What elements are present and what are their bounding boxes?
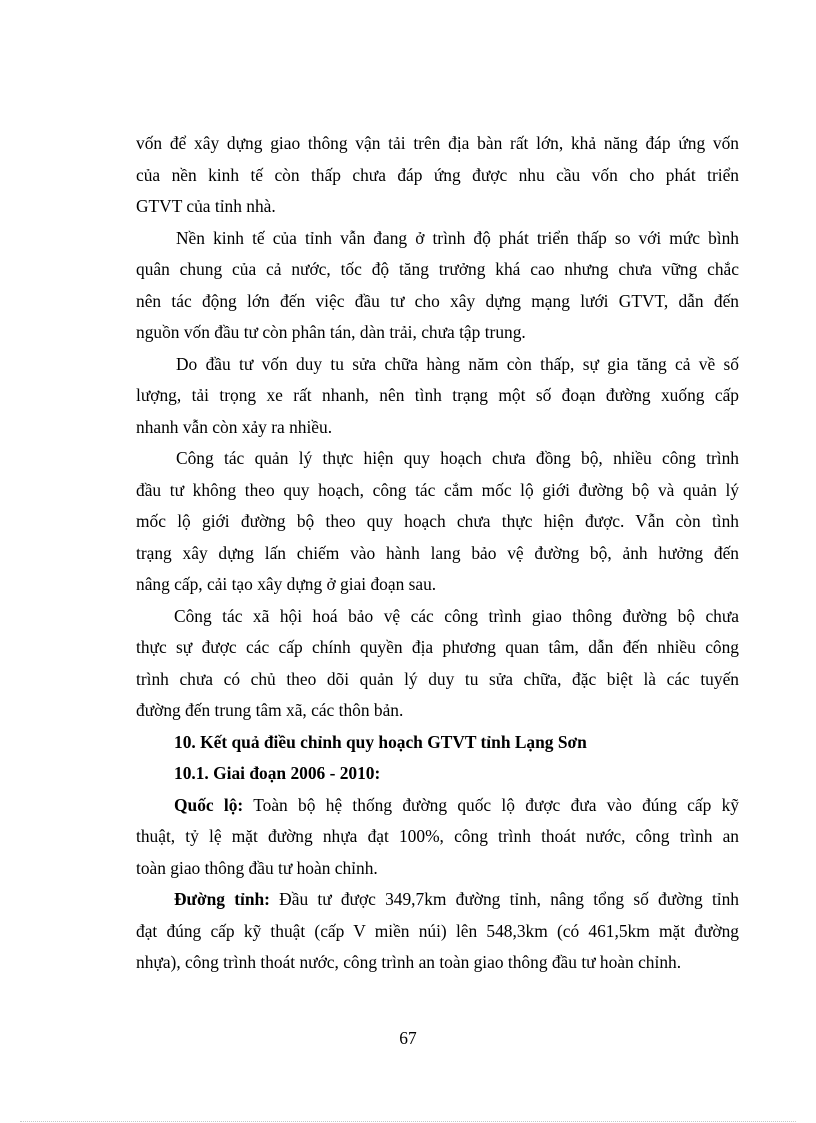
text-line: đạt đúng cấp kỹ thuật (cấp V miền núi) lên 548,3km (có 461,5km mặt đường	[136, 920, 739, 941]
text-line: của nền kinh tế còn thấp chưa đáp ứng được nhu cầu vốn cho phát triển	[136, 164, 739, 185]
paragraph-4	[136, 443, 739, 601]
paragraph-2	[136, 223, 739, 349]
text-line: vốn để xây dựng giao thông vận tải trên địa bàn rất lớn, khả năng đáp ứng vốn	[136, 133, 739, 153]
text-line: nâng cấp, cải tạo xây dựng ở giai đoạn sau.	[136, 574, 437, 594]
page-bottom-divider	[20, 1121, 796, 1122]
duong-tinh-label: Đường tỉnh:	[174, 889, 270, 909]
text-line: Do đầu tư vốn duy tu sửa chữa hàng năm còn thấp, sự gia tăng cả về số	[176, 353, 739, 374]
text-line: thuật, tỷ lệ mặt đường nhựa đạt 100%, công trình thoát nước, công trình an	[136, 826, 739, 846]
text-line: trạng xây dựng lấn chiếm vào hành lang bảo vệ đường bộ, ảnh hưởng đến	[136, 542, 739, 563]
subsection-heading: 10.1. Giai đoạn 2006 - 2010:	[174, 763, 381, 783]
paragraph-duong-tinh	[136, 884, 739, 979]
text-line: nguồn vốn đầu tư còn phân tán, dàn trải, chưa tập trung.	[136, 322, 526, 342]
text-line: đường đến trung tâm xã, các thôn bản.	[136, 700, 404, 720]
text-line: thực sự được các cấp chính quyền địa phương quan tâm, dẫn đến nhiều công	[136, 637, 739, 657]
text-line: Nền kinh tế của tỉnh vẫn đang ở trình độ phát triển thấp so với mức bình	[176, 227, 739, 248]
text-line: nhanh vẫn còn xảy ra nhiều.	[136, 416, 333, 437]
text-line: lượng, tải trọng xe rất nhanh, nên tình trạng một số đoạn đường xuống cấp	[136, 385, 739, 405]
quoc-lo-text: Toàn bộ hệ thống đường quốc lộ được đưa vào đúng cấp kỹ	[243, 794, 739, 815]
paragraph-1	[136, 128, 739, 223]
page-number: 67	[399, 1028, 417, 1048]
text-line: Công tác xã hội hoá bảo vệ các công trình giao thông đường bộ chưa	[174, 605, 739, 626]
section-heading: 10. Kết quả điều chỉnh quy hoạch GTVT tỉnh Lạng Sơn	[174, 731, 587, 752]
paragraph-5	[136, 601, 739, 727]
text-line: trình chưa có chủ theo dõi quản lý duy tu sửa chữa, đặc biệt là các tuyến	[136, 668, 739, 689]
text-line	[136, 790, 739, 822]
paragraph-quoc-lo	[136, 790, 739, 885]
text-line: toàn giao thông đầu tư hoàn chỉnh.	[136, 857, 378, 878]
text-line: nên tác động lớn đến việc đầu tư cho xây dựng mạng lưới GTVT, dẫn đến	[136, 290, 739, 311]
text-line: nhựa), công trình thoát nước, công trình an toàn giao thông đầu tư hoàn chỉnh.	[136, 952, 682, 972]
text-line: Công tác quản lý thực hiện quy hoạch chưa đồng bộ, nhiều công trình	[176, 448, 739, 468]
text-line: mốc lộ giới đường bộ theo quy hoạch chưa thực hiện được. Vẫn còn tình	[136, 511, 739, 531]
text-line: quân chung của cả nước, tốc độ tăng trưởng khá cao nhưng chưa vững chắc	[136, 259, 739, 279]
page-body	[136, 128, 739, 979]
quoc-lo-label: Quốc lộ:	[174, 794, 244, 815]
text-line	[136, 884, 739, 916]
text-line: đầu tư không theo quy hoạch, công tác cắm mốc lộ giới đường bộ và quản lý	[136, 479, 739, 500]
duong-tinh-text: Đầu tư được 349,7km đường tỉnh, nâng tổng số đường tỉnh	[269, 889, 739, 909]
paragraph-3	[136, 349, 739, 444]
text-line: GTVT của tỉnh nhà.	[136, 196, 276, 216]
